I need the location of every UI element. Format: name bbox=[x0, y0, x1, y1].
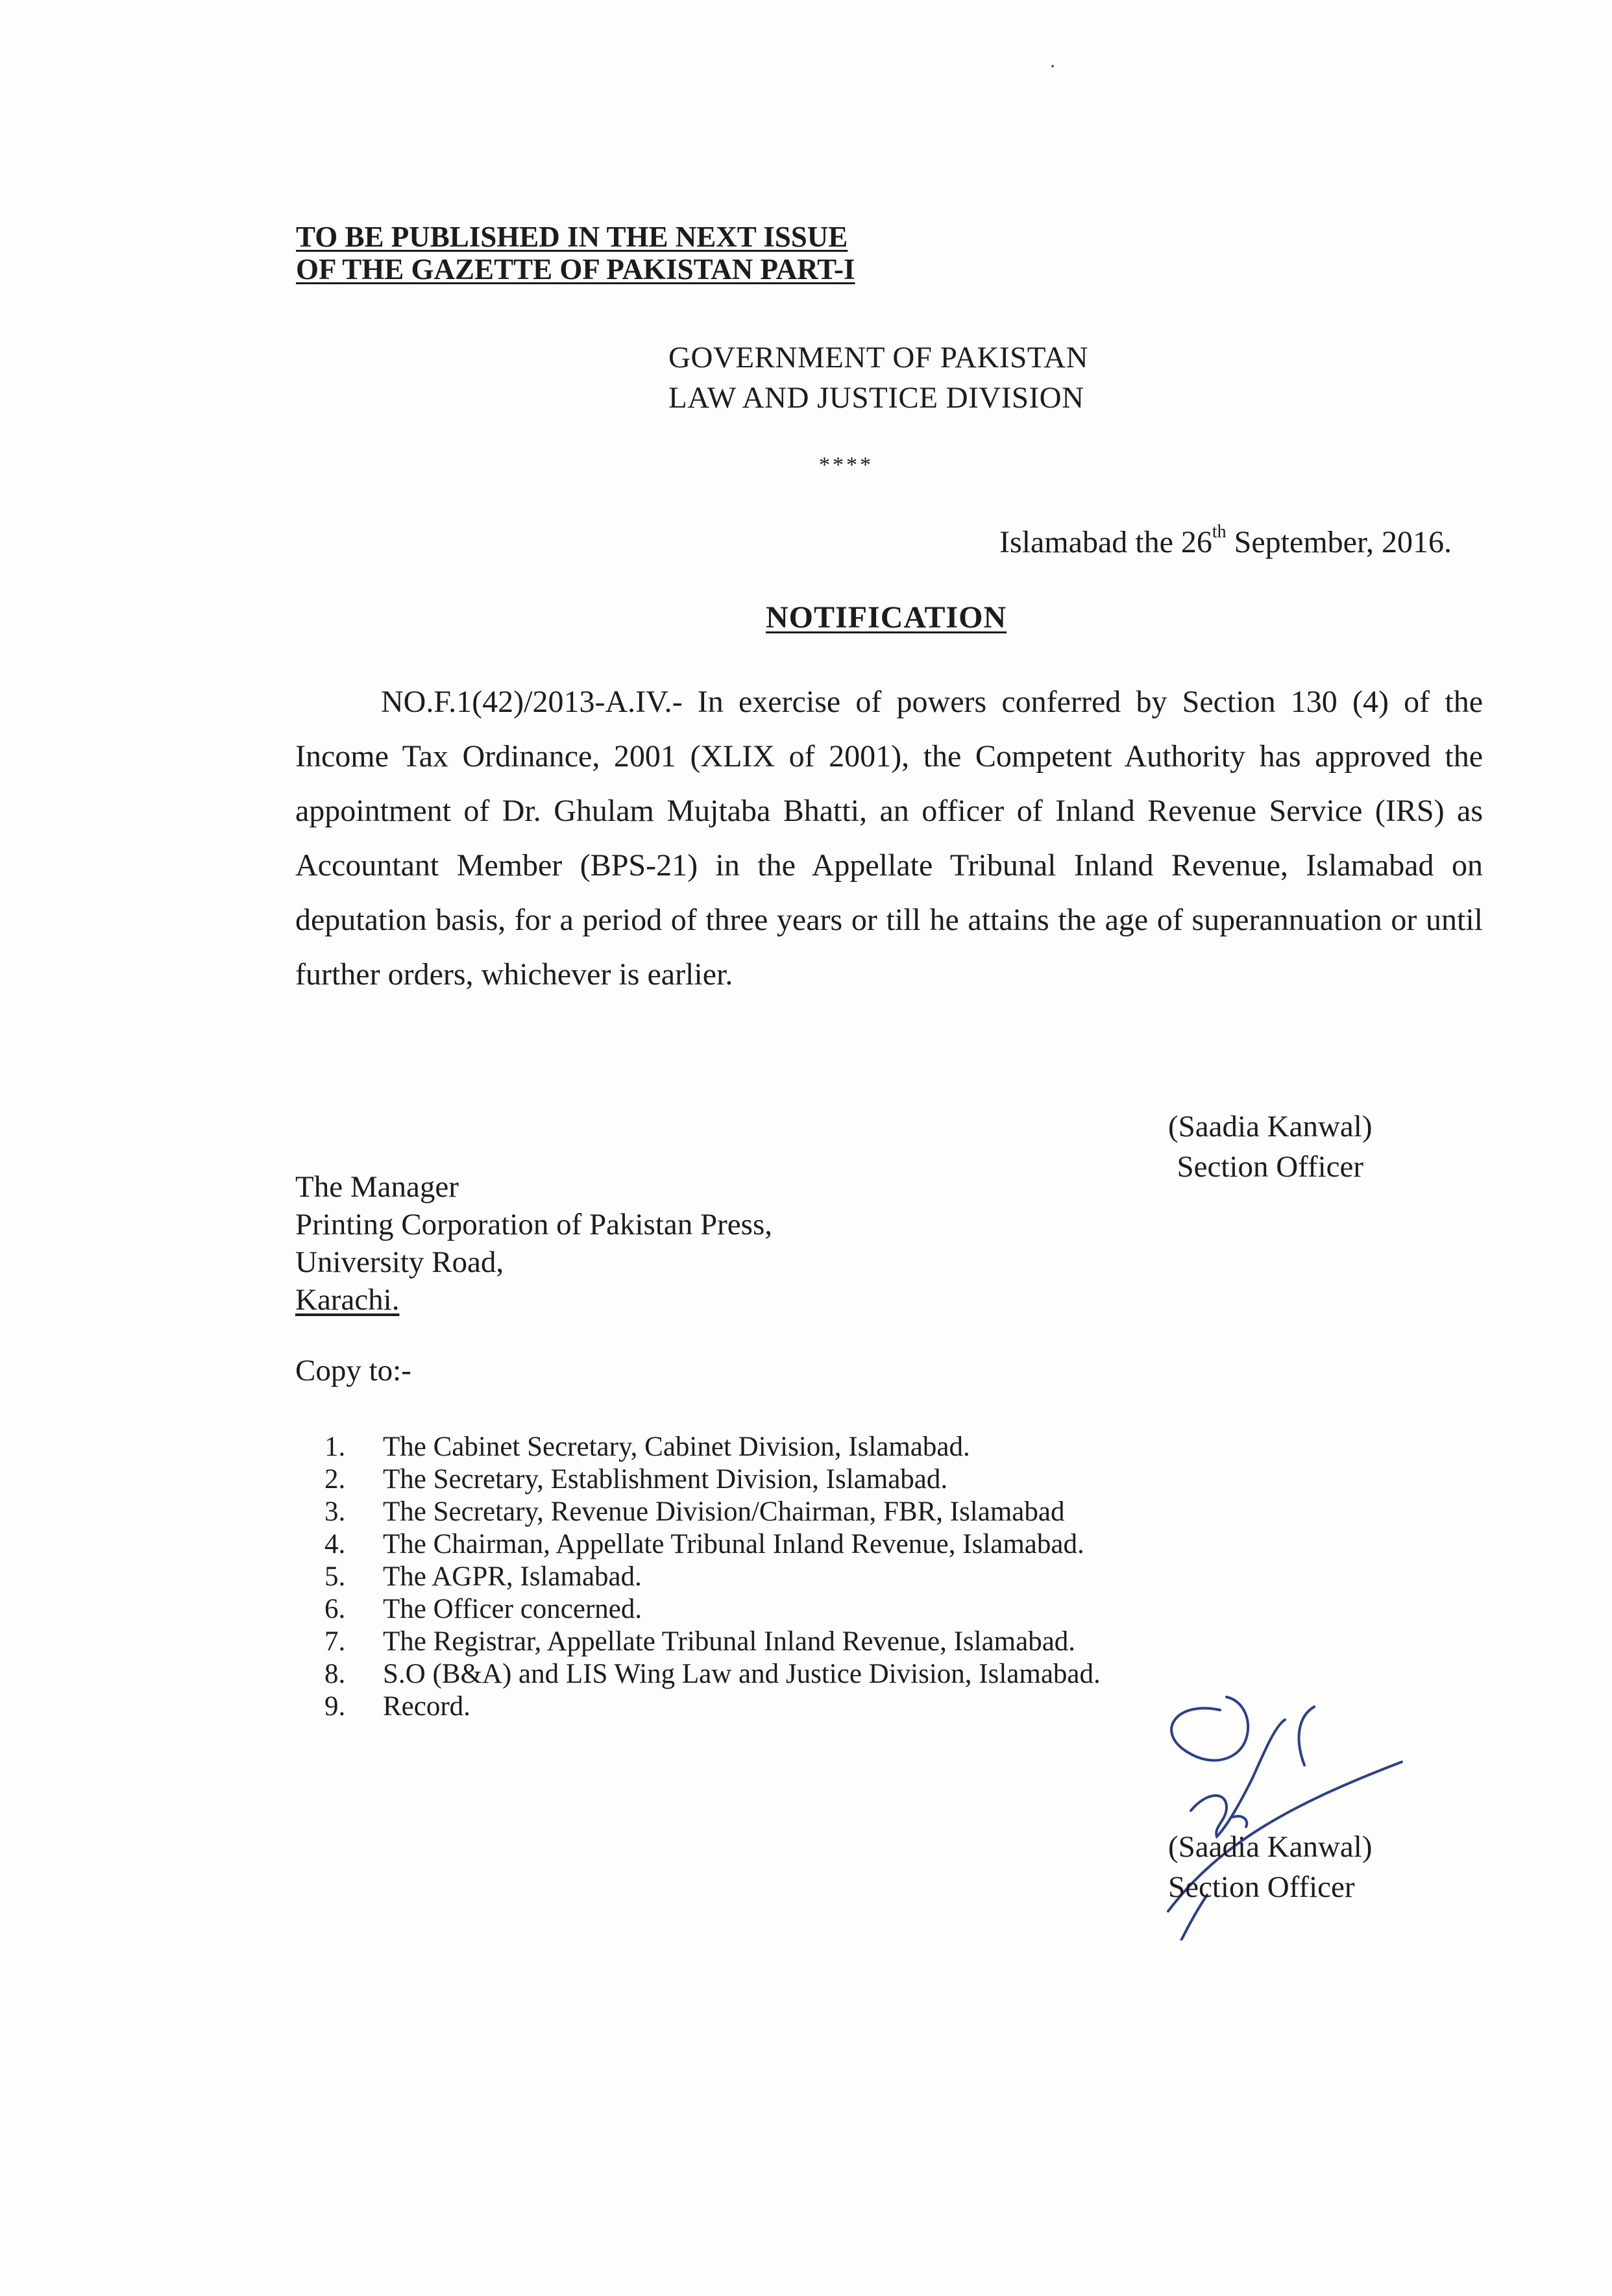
list-item bbox=[324, 1528, 1101, 1561]
list-item bbox=[324, 1431, 1101, 1463]
list-item-text: The Officer concerned. bbox=[383, 1594, 642, 1624]
addressee-city: Karachi. bbox=[295, 1283, 400, 1317]
gazette-heading bbox=[296, 221, 855, 286]
copy-to-heading: Copy to:- bbox=[295, 1354, 411, 1387]
separator-stars: **** bbox=[819, 453, 873, 477]
list-item bbox=[324, 1496, 1101, 1528]
signatory-designation: Section Officer bbox=[1177, 1150, 1364, 1184]
list-item-text: The Secretary, Establishment Division, Islamabad. bbox=[383, 1464, 948, 1495]
list-item bbox=[324, 1463, 1101, 1496]
issuer-line1: GOVERNMENT OF PAKISTAN bbox=[668, 341, 1089, 374]
signatory-name: (Saadia Kanwal) bbox=[1168, 1830, 1373, 1864]
addressee-line3: University Road, bbox=[295, 1245, 504, 1279]
list-item bbox=[324, 1691, 1101, 1723]
signatory-name: (Saadia Kanwal) bbox=[1168, 1110, 1373, 1143]
addressee-line4 bbox=[295, 1281, 772, 1319]
addressee-block bbox=[295, 1168, 772, 1319]
date-rest: September, 2016. bbox=[1226, 525, 1452, 559]
list-item-text: The AGPR, Islamabad. bbox=[383, 1561, 642, 1592]
list-item-text: S.O (B&A) and LIS Wing Law and Justice Division, Islamabad. bbox=[383, 1659, 1101, 1689]
list-item-number: 5. bbox=[324, 1561, 346, 1592]
list-item-number: 4. bbox=[324, 1529, 346, 1559]
list-item-number: 8. bbox=[324, 1659, 346, 1689]
issuer-line2: LAW AND JUSTICE DIVISION bbox=[668, 381, 1084, 415]
signatory-designation: Section Officer bbox=[1168, 1870, 1355, 1904]
signatory-block-first bbox=[1168, 1106, 1373, 1187]
addressee-line1: The Manager bbox=[295, 1170, 459, 1204]
list-item-number: 6. bbox=[324, 1594, 346, 1624]
list-item-text: The Secretary, Revenue Division/Chairman, FBR, Islamabad bbox=[383, 1496, 1065, 1527]
date-prefix: Islamabad the 26 bbox=[999, 525, 1212, 559]
issuer-block bbox=[668, 337, 1088, 418]
copy-to-list bbox=[324, 1431, 1101, 1723]
list-item-text: The Cabinet Secretary, Cabinet Division, Islamabad. bbox=[383, 1432, 970, 1462]
list-item-text: Record. bbox=[383, 1691, 470, 1722]
list-item-number: 7. bbox=[324, 1626, 346, 1657]
list-item bbox=[324, 1658, 1101, 1691]
list-item bbox=[324, 1593, 1101, 1626]
notification-title: NOTIFICATION bbox=[766, 600, 1007, 635]
date-line bbox=[999, 524, 1452, 560]
list-item bbox=[324, 1626, 1101, 1658]
list-item-text: The Chairman, Appellate Tribunal Inland Revenue, Islamabad. bbox=[383, 1529, 1084, 1559]
signatory-block-second bbox=[1168, 1827, 1373, 1907]
date-ordinal: th bbox=[1212, 522, 1227, 542]
list-item-text: The Registrar, Appellate Tribunal Inland Revenue, Islamabad. bbox=[383, 1626, 1076, 1657]
scan-speck bbox=[1051, 65, 1054, 67]
gazette-heading-line1: TO BE PUBLISHED IN THE NEXT ISSUE bbox=[296, 221, 848, 253]
list-item-number: 9. bbox=[324, 1691, 346, 1722]
list-item-number: 3. bbox=[324, 1496, 346, 1527]
list-item-number: 2. bbox=[324, 1464, 346, 1495]
gazette-heading-line2: OF THE GAZETTE OF PAKISTAN PART-I bbox=[296, 253, 855, 286]
list-item bbox=[324, 1561, 1101, 1593]
list-item-number: 1. bbox=[324, 1432, 346, 1462]
addressee-line2: Printing Corporation of Pakistan Press, bbox=[295, 1208, 772, 1241]
notification-body: NO.F.1(42)/2013-A.IV.- In exercise of powers conferred by Section 130 (4) of the Income Tax Ordinance, 2001 (XLIX of 2001), the Competent Authority has approved the appointment of Dr. Ghulam Mujtaba Bhatti, an officer of Inland Revenue Service (IRS) as Accountant Member (BPS-21) in the Appellate Tribunal Inland Revenue, Islamabad on deputation basis, for a period of three years or till he attains the age of superannuation or until further orders, whichever is earlier. bbox=[295, 685, 1483, 992]
